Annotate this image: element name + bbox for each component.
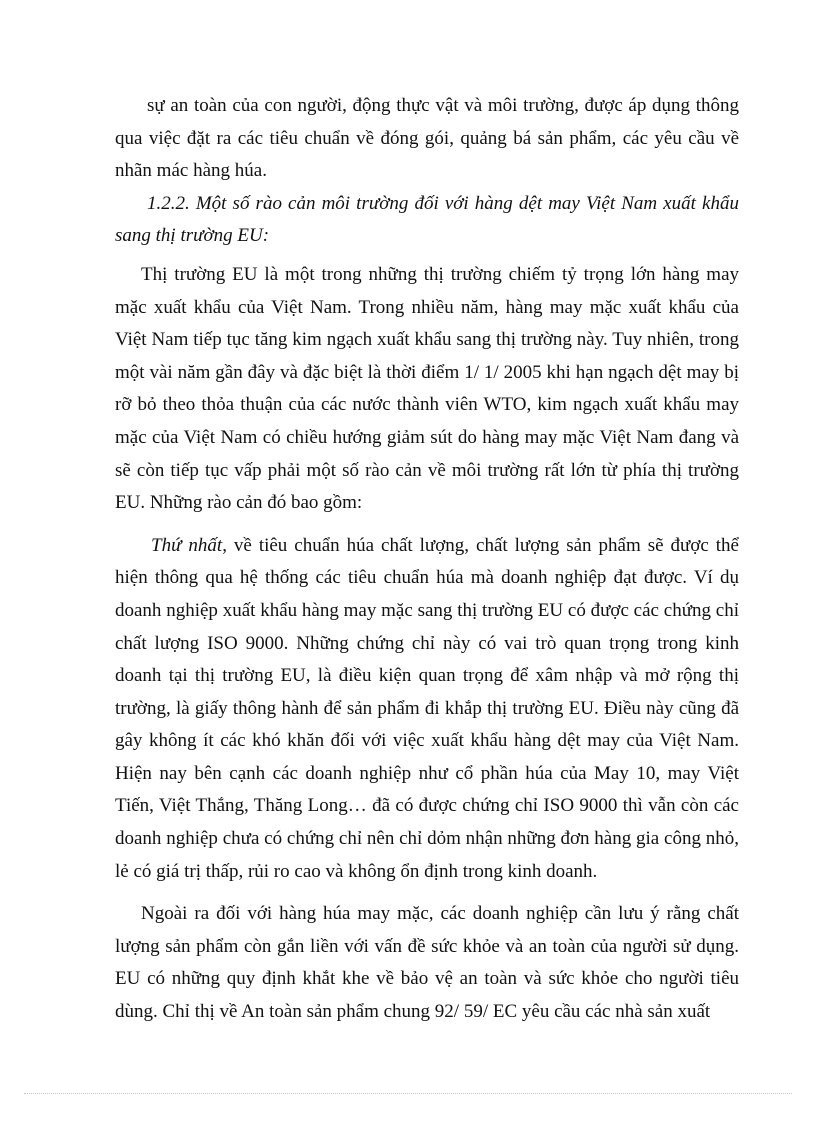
document-body <box>115 90 739 1029</box>
paragraph-first-barrier-text: , về tiêu chuẩn húa chất lượng, chất lượng sản phẩm sẽ được thể hiện thông qua hệ thống các tiêu chuẩn húa mà doanh nghiệp đạt được. Ví dụ doanh nghiệp xuất khẩu hàng may mặc sang thị trường EU có được các chứng chỉ chất lượng ISO 9000. Những chứng chỉ này có vai trò quan trọng trong kinh doanh tại thị trường EU, là điều kiện quan trọng để xâm nhập và mở rộng thị trường, là giấy thông hành để sản phẩm đi khắp thị trường EU. Điều này cũng đã gây không ít các khó khăn đối với việc xuất khẩu hàng dệt may của Việt Nam. Hiện nay bên cạnh các doanh nghiệp như cổ phần húa của May 10, may Việt Tiến, Việt Thắng, Thăng Long… đã có được chứng chỉ ISO 9000 thì vẫn còn các doanh nghiệp chưa có chứng chỉ nên chỉ dỏm nhận những đơn hàng gia công nhỏ, lẻ có giá trị thấp, rủi ro cao và không ổn định trong kinh doanh. <box>115 534 739 882</box>
paragraph-lead-word: Thứ nhất <box>151 534 223 556</box>
page-bottom-divider <box>24 1093 792 1094</box>
paragraph-eu-market: Thị trường EU là một trong những thị trường chiếm tỷ trọng lớn hàng may mặc xuất khẩu của Việt Nam. Trong nhiều năm, hàng may mặc xuất khẩu của Việt Nam tiếp tục tăng kim ngạch xuất khẩu sang thị trường này. Tuy nhiên, trong một vài năm gần đây và đặc biệt là thời điểm 1/ 1/ 2005 khi hạn ngạch dệt may bị rỡ bỏ theo thỏa thuận của các nước thành viên WTO, kim ngạch xuất khẩu may mặc của Việt Nam có chiều hướng giảm sút do hàng may mặc Việt Nam đang và sẽ còn tiếp tục vấp phải một số rào cản về môi trường rất lớn từ phía thị trường EU. Những rào cản đó bao gồm: <box>115 263 739 514</box>
paragraph-continuation: sự an toàn của con người, động thực vật và môi trường, được áp dụng thông qua việc đặt ra các tiêu chuẩn về đóng gói, quảng bá sản phẩm, các yêu cầu về nhãn mác hàng húa. <box>115 95 739 182</box>
section-heading: 1.2.2. Một số rào cản môi trường đối với hàng dệt may Việt Nam xuất khẩu sang thị trường EU: <box>115 192 739 247</box>
paragraph-health-safety: Ngoài ra đối với hàng húa may mặc, các doanh nghiệp cần lưu ý rằng chất lượng sản phẩm còn gắn liền với vấn đề sức khỏe và an toàn của người sử dụng. EU có những quy định khắt khe về bảo vệ an toàn và sức khỏe cho người tiêu dùng. Chỉ thị về An toàn sản phẩm chung 92/ 59/ EC yêu cầu các nhà sản xuất <box>115 903 739 1023</box>
paragraph-first-barrier <box>115 530 739 889</box>
